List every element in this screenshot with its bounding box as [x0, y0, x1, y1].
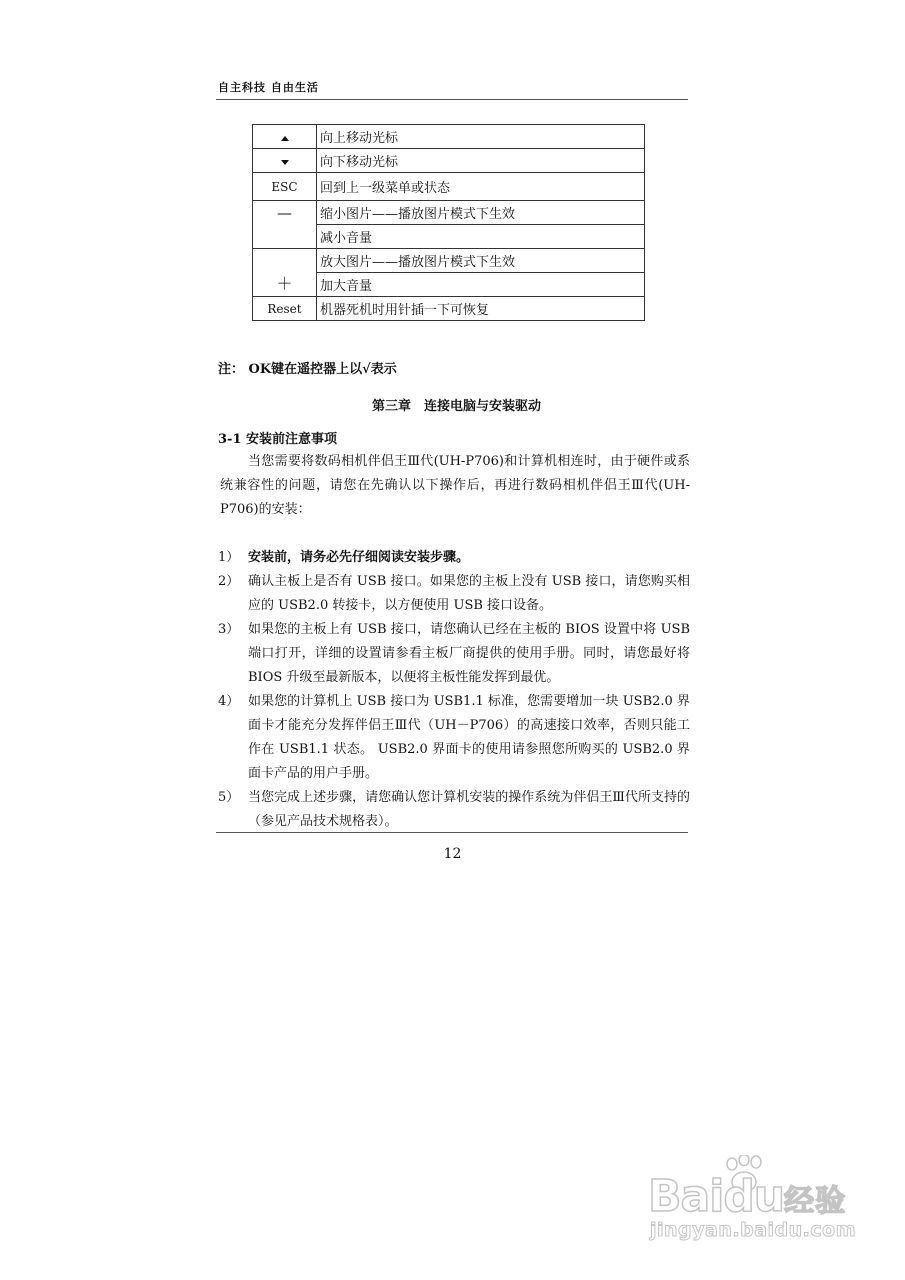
list-number: 4）: [218, 694, 240, 709]
key-desc: 机器死机时用针插一下可恢复: [317, 297, 645, 321]
page-header: 自主科技 自由生活: [218, 81, 319, 94]
key-label: ESC: [253, 173, 317, 201]
footer-rule: [216, 832, 688, 833]
key-label: ＋: [253, 249, 317, 297]
list-item: [218, 690, 690, 786]
table-row: [253, 125, 645, 149]
intro-paragraph: 当您需要将数码相机伴侣王Ⅲ代(UH-P706)和计算机相连时，由于硬件或系统兼容性的问题，请您在先确认以下操作后，再进行数码相机伴侣王Ⅲ代(UH-P706)的安装：: [220, 454, 690, 517]
header-rule: [216, 99, 688, 100]
table-row: [253, 201, 645, 225]
list-text: 安装前，请务必先仔细阅读安装步骤。: [248, 550, 470, 565]
list-number: 1）: [218, 550, 240, 565]
list-item: [218, 786, 690, 834]
down-arrow-icon: [253, 149, 317, 173]
list-number: 5）: [218, 790, 240, 805]
key-desc: 缩小图片——播放图片模式下生效: [317, 201, 645, 225]
list-item: [218, 618, 690, 690]
list-item: [218, 546, 690, 570]
table-row: [253, 173, 645, 201]
key-table: [252, 124, 645, 321]
key-desc: 减小音量: [317, 225, 645, 249]
key-desc: 回到上一级菜单或状态: [317, 173, 645, 201]
section-title: 3-1 安装前注意事项: [218, 432, 338, 447]
list-number: 3）: [218, 622, 240, 637]
table-row: [253, 297, 645, 321]
remote-note: 注： OK键在遥控器上以√表示: [218, 362, 397, 377]
list-text: 确认主板上是否有 USB 接口。如果您的主板上没有 USB 接口，请您购买相应的 USB2.0 转接卡，以方便使用 USB 接口设备。: [248, 574, 690, 613]
key-desc: 向下移动光标: [317, 149, 645, 173]
list-item: [218, 570, 690, 618]
up-arrow-icon: [253, 125, 317, 149]
baidu-jingyan-watermark: [640, 1155, 870, 1250]
chapter-title: 第三章 连接电脑与安装驱动: [371, 399, 541, 414]
baidu-logo: Baidu经验: [648, 1171, 847, 1222]
key-label: —: [253, 201, 317, 249]
list-text: 如果您的主板上有 USB 接口，请您确认已经在主板的 BIOS 设置中将 USB 端口打开，详细的设置请参看主板厂商提供的使用手册。同时，请您最好将 BIOS 升级至最新版本，以便将主板性能发挥到最优。: [248, 622, 690, 685]
watermark-url: jingyan.baidu.com: [650, 1219, 856, 1241]
list-number: 2）: [218, 574, 240, 589]
page-number: 12: [443, 846, 462, 862]
table-row: [253, 249, 645, 273]
key-desc: 加大音量: [317, 273, 645, 297]
table-row: [253, 149, 645, 173]
key-desc: 向上移动光标: [317, 125, 645, 149]
key-label: Reset: [253, 297, 317, 321]
step-list: [218, 546, 690, 834]
key-desc: 放大图片——播放图片模式下生效: [317, 249, 645, 273]
list-text: 当您完成上述步骤，请您确认您计算机安装的操作系统为伴侣王Ⅲ代所支持的（参见产品技术规格表）。: [248, 790, 690, 829]
list-text: 如果您的计算机上 USB 接口为 USB1.1 标准，您需要增加一块 USB2.0 界面卡才能充分发挥伴侣王Ⅲ代（UH－P706）的高速接口效率，否则只能工作在 USB1.1 状态。 USB2.0 界面卡的使用请参照您所购买的 USB2.0 界面卡产品的用户手册。: [248, 694, 690, 781]
